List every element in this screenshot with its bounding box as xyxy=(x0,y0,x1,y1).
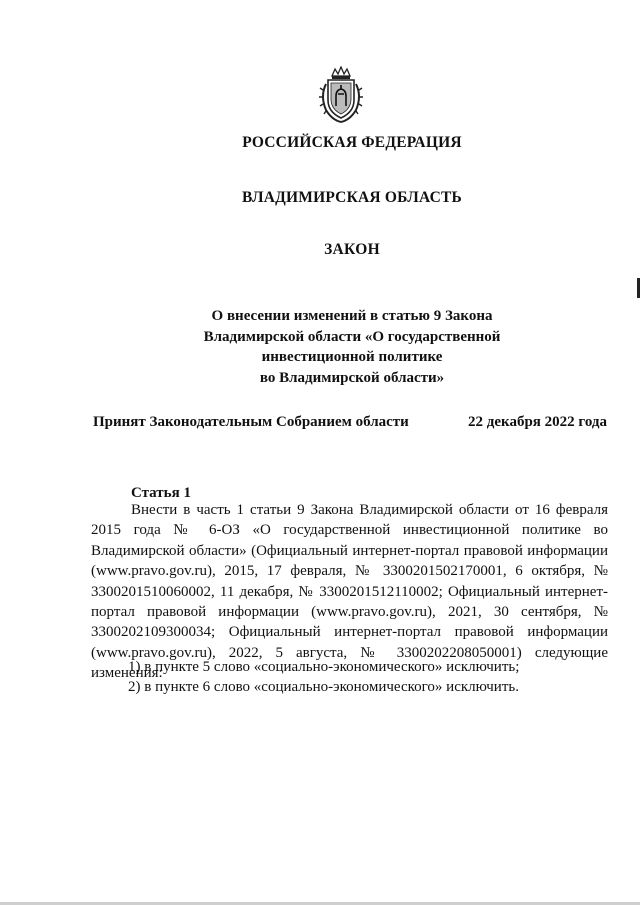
article-paragraph: Внести в часть 1 статьи 9 Закона Владимирской области от 16 февраля 2015 года № 6-ОЗ «О государственной инвестиционной политике во Владимирской области» (Официальный интернет-портал правовой информации (www.pravo.gov.ru), 2015, 17 февраля, № 3300201502170001, 6 октября, № 3300201510060002, 11 декабря, № 3300201512110002; Официальный интернет-портал правовой информации (www.pravo.gov.ru), 2021, 30 сентября, № 3300202109300034; Официальный интернет-портал правовой информации (www.pravo.gov.ru), 2022, 5 августа, № 3300202208050001) следующие изменения: xyxy=(91,502,608,682)
adopted-date: 22 декабря 2022 года xyxy=(468,414,607,430)
law-title-line: О внесении изменений в статью 9 Закона xyxy=(211,308,493,324)
adopted-by: Принят Законодательным Собранием области xyxy=(93,414,409,430)
doc-type-heading: ЗАКОН xyxy=(324,241,380,258)
law-title-line: во Владимирской области» xyxy=(259,369,445,386)
article-title: Статья 1 xyxy=(131,485,191,501)
law-title-line: Владимирской области «О государственной xyxy=(203,328,501,345)
region-heading: ВЛАДИМИРСКАЯ ОБЛАСТЬ xyxy=(242,189,462,206)
coat-of-arms-icon xyxy=(318,66,364,124)
list-item: 2) в пункте 6 слово «социально-экономического» исключить. xyxy=(128,679,519,695)
country-heading: РОССИЙСКАЯ ФЕДЕРАЦИЯ xyxy=(242,134,462,151)
law-title-line: инвестиционной политике xyxy=(261,349,443,365)
law-title xyxy=(0,306,640,388)
list-item: 1) в пункте 5 слово «социально-экономического» исключить; xyxy=(128,659,520,675)
